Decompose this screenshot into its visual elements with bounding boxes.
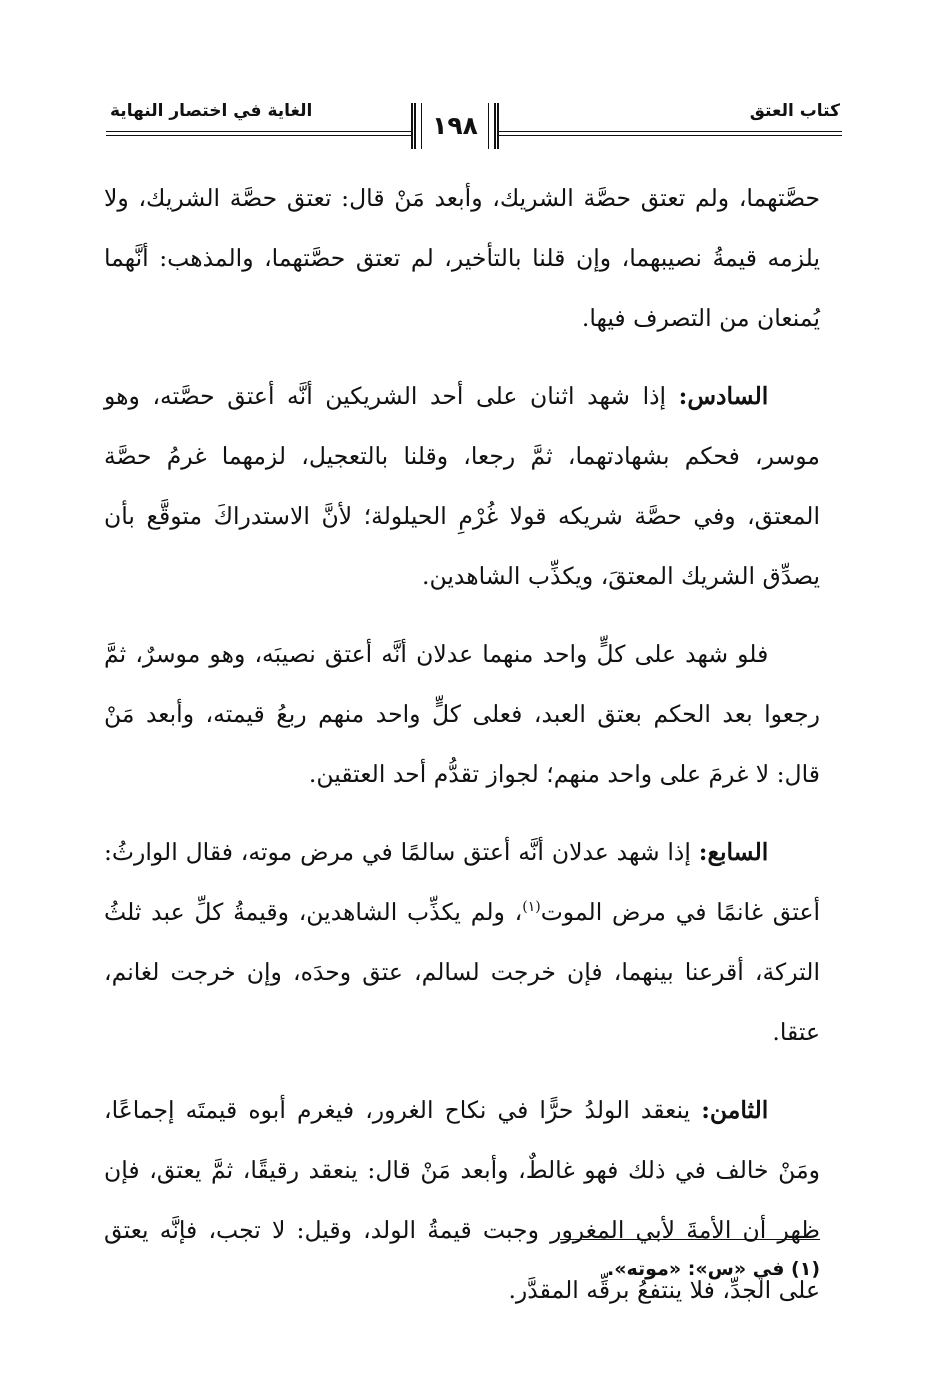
section-heading: الثامن: <box>701 1096 769 1124</box>
paragraph-text: ينعقد الولدُ حرًّا في نكاح الغرور، فيغرم أبوه قيمتَه إجماعًا، ومَنْ خالف في ذلك فهو غالطٌ، وأبعد مَنْ قال: ينعقد رقيقًا، ثمَّ يعتق، فإن ظهر أن الأمةَ لأبي المغرور وجبت قيمةُ الولد، وقيل: لا تجب، فإنَّه يعتق على الجدِّ، فلا ينتفعُ برقِّه المقدَّر. <box>104 1096 820 1304</box>
paragraph-text: فلو شهد على كلٍّ واحد منهما عدلان أنَّه أعتق نصيبَه، وهو موسرٌ، ثمَّ رجعوا بعد الحكم بعتق العبد، فعلى كلٍّ واحد منهم ربعُ قيمته، وأبعد مَنْ قال: لا غرمَ على واحد منهم؛ لجواز تقدُّم أحد العتقين. <box>104 640 820 788</box>
paragraph-text: حصَّتهما، ولم تعتق حصَّة الشريك، وأبعد مَنْ قال: تعتق حصَّة الشريك، ولا يلزمه قيمةُ نصيبهما، وإن قلنا بالتأخير، لم تعتق حصَّتهما، والمذهب: أنَّهما يُمنعان من التصرف فيها. <box>104 184 820 332</box>
paragraph <box>104 822 820 1062</box>
paragraph <box>104 1080 820 1320</box>
footnote <box>607 1258 820 1280</box>
paragraph <box>104 366 820 606</box>
body-text <box>104 168 820 1320</box>
footnote-reference[interactable]: (١) <box>522 899 541 916</box>
section-heading: السادس: <box>678 382 769 410</box>
paragraph-text: ، ولم يكذِّب الشاهدين، وقيمةُ كلِّ عبد ثلثُ التركة، أقرعنا بينهما، فإن خرجت لسالم، عتق وحدَه، وإن خرجت لغانم، عتقا. <box>104 898 820 1046</box>
chapter-title: كتاب العتق <box>749 101 840 121</box>
footnote-marker: (١) <box>791 1258 820 1280</box>
page-number: ١٩٨ <box>432 111 478 140</box>
footnote-rule <box>560 1239 820 1240</box>
paragraph-text: إذا شهد عدلان أنَّه أعتق سالمًا في مرض موته، فقال الوارثُ: أعتق غانمًا في مرض الموت <box>104 838 820 926</box>
page-number-frame <box>411 103 499 149</box>
footnote-text: في «س»: «موته». <box>607 1258 785 1280</box>
paragraph <box>104 624 820 804</box>
section-heading: السابع: <box>698 838 769 866</box>
paragraph-text: إذا شهد اثنان على أحد الشريكين أنَّه أعتق حصَّته، وهو موسر، فحكم بشهادتهما، ثمَّ رجعا، وقلنا بالتعجيل، لزمهما غرمُ حصَّة المعتق، وفي حصَّة شريكه قولا غُرْمِ الحيلولة؛ لأنَّ الاستدراكَ متوقَّع بأن يصدِّق الشريك المعتقَ، ويكذِّب الشاهدين. <box>104 382 820 590</box>
book-title: الغاية في اختصار النهاية <box>110 101 313 121</box>
paragraph <box>104 168 820 348</box>
